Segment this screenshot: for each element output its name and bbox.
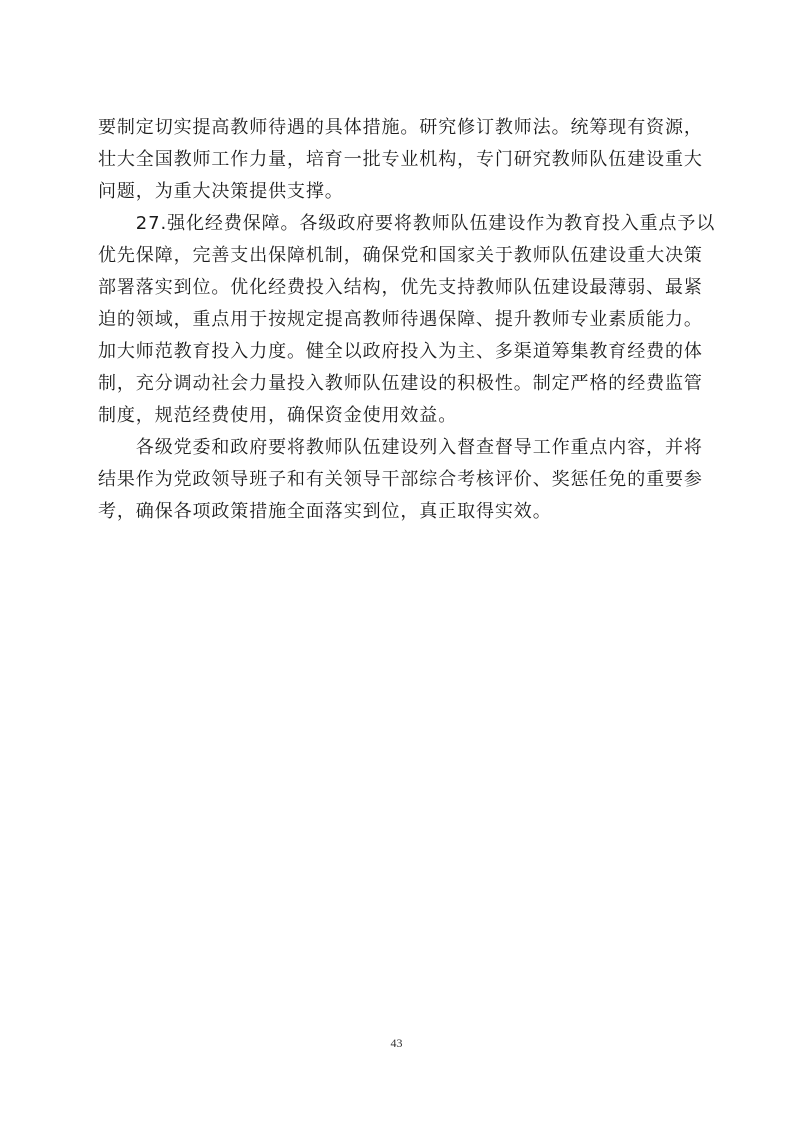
text-line: 部署落实到位。优化经费投入结构，优先支持教师队伍建设最薄弱、最紧 <box>98 277 703 298</box>
text-line: 考，确保各项政策措施全面落实到位，真正取得实效。 <box>98 501 552 522</box>
text-line: 制度，规范经费使用，确保资金使用效益。 <box>98 405 458 426</box>
text-line: 壮大全国教师工作力量，培育一批专业机构，专门研究教师队伍建设重大 <box>98 149 703 170</box>
text-line: 各级党委和政府要将教师队伍建设列入督查督导工作重点内容，并将 <box>98 437 703 458</box>
text-line: 迫的领域，重点用于按规定提高教师待遇保障、提升教师专业素质能力。 <box>98 309 703 330</box>
text-line: 问题，为重大决策提供支撑。 <box>98 181 344 202</box>
text-line: 优先保障，完善支出保障机制，确保党和国家关于教师队伍建设重大决策 <box>98 245 703 266</box>
text-line: 要制定切实提高教师待遇的具体措施。研究修订教师法。统筹现有资源， <box>98 117 703 138</box>
text-line: 27.强化经费保障。各级政府要将教师队伍建设作为教育投入重点予以 <box>98 213 716 234</box>
page-number: 43 <box>390 1036 403 1050</box>
text-line: 加大师范教育投入力度。健全以政府投入为主、多渠道筹集教育经费的体 <box>98 341 703 362</box>
body-text <box>98 112 716 528</box>
text-line: 制，充分调动社会力量投入教师队伍建设的积极性。制定严格的经费监管 <box>98 373 703 394</box>
text-line: 结果作为党政领导班子和有关领导干部综合考核评价、奖惩任免的重要参 <box>98 469 703 490</box>
